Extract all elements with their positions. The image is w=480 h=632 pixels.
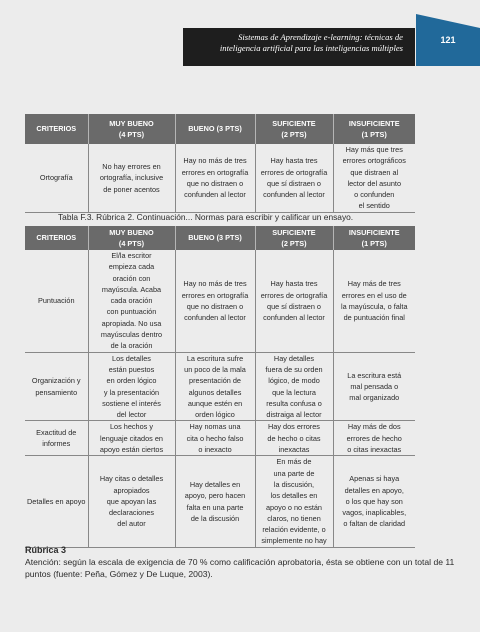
cell-bueno — [175, 352, 255, 421]
cell-line: informes — [42, 439, 71, 449]
cell-line: errores en el uso de — [341, 290, 407, 300]
col-header-criterios: CRITERIOS — [25, 226, 88, 250]
cell-line: que distraen al — [350, 167, 399, 177]
cell-criterio — [25, 421, 88, 456]
cell-line: Ortografía — [39, 173, 73, 183]
cell-line: de poner acentos — [103, 184, 160, 194]
cell-bueno — [175, 144, 255, 212]
header-line-1: Sistemas de Aprendizaje e-learning: técnicas de — [238, 32, 403, 42]
cell-line: La escritura sufre — [186, 353, 244, 363]
cell-line: que no distraen o — [186, 178, 244, 188]
cell-bueno — [175, 456, 255, 547]
cell-line: Hay más de tres — [347, 279, 401, 289]
cell-line: Los hechos y — [110, 422, 153, 432]
cell-line: aunque estén en — [187, 398, 243, 408]
cell-line: confunden al lector — [263, 313, 325, 323]
col-header-suficiente: SUFICIENTE (2 PTS) — [255, 226, 333, 250]
cell-line: No hay errores en — [102, 161, 161, 171]
cell-line: la mayúscula, o falta — [340, 301, 408, 311]
cell-criterio — [25, 144, 88, 212]
cell-line: vagos, inaplicables, — [342, 508, 407, 518]
cell-line: presentación de — [189, 376, 241, 386]
cell-bueno — [175, 250, 255, 352]
cell-line: y la presentación — [103, 387, 160, 397]
cell-suficiente — [255, 144, 333, 212]
cell-line: Hay hasta tres — [270, 156, 318, 166]
cell-line: de la discusión — [190, 513, 240, 523]
cell-criterio — [25, 456, 88, 547]
cell-line: relación evidente, o — [262, 525, 326, 535]
cell-line: falta en una parte — [186, 502, 244, 512]
cell-line: con puntuación — [106, 307, 157, 317]
cell-line: lenguaje citados en — [100, 433, 163, 443]
cell-line: cada oración — [110, 296, 153, 306]
cell-line: o los que hay son — [345, 496, 403, 506]
cell-criterio — [25, 352, 88, 421]
table-header-row — [25, 226, 415, 250]
cell-line: mal organizado — [349, 393, 400, 403]
cell-line: Hay citas o detalles — [99, 474, 164, 484]
cell-line: o inexacto — [198, 445, 232, 455]
cell-line: que la lectura — [272, 387, 316, 397]
col-header-bueno: BUENO (3 PTS) — [175, 114, 255, 144]
cell-line: errores de ortografía — [260, 290, 328, 300]
cell-line: mal pensada o — [350, 381, 399, 391]
cell-line: fuera de su orden — [265, 364, 323, 374]
cell-muy-bueno — [88, 352, 175, 421]
cell-line: de puntuación final — [343, 313, 405, 323]
cell-line: errores ortográficos — [342, 156, 406, 166]
table-row — [25, 456, 415, 547]
cell-line: Hay más de dos — [347, 422, 401, 432]
cell-line: algunos detalles — [188, 387, 242, 397]
cell-line: Organización y — [31, 376, 81, 386]
cell-line: errores en ortografía — [181, 167, 249, 177]
table-row — [25, 352, 415, 421]
cell-insuficiente — [333, 456, 415, 547]
cell-line: detalles en apoyo, — [344, 485, 404, 495]
table-row — [25, 144, 415, 212]
cell-line: mayúsculas dentro — [100, 330, 163, 340]
cell-line: o faltan de claridad — [343, 519, 406, 529]
cell-line: El/la escritor — [111, 251, 152, 260]
cell-line: Hay nomas una — [189, 422, 241, 432]
cell-line: en orden lógico — [106, 376, 157, 386]
col-header-suficiente: SUFICIENTE (2 PTS) — [255, 114, 333, 144]
cell-line: errores de hecho — [346, 433, 402, 443]
cell-line: errores de ortografía — [260, 167, 328, 177]
cell-line: oración con — [112, 273, 151, 283]
cell-line: inexactas — [278, 445, 310, 455]
cell-line: apoyo están ciertos — [99, 445, 164, 455]
col-header-criterios: CRITERIOS — [25, 114, 88, 144]
cell-insuficiente — [333, 144, 415, 212]
cell-line: empieza cada — [108, 262, 155, 272]
table-caption: Tabla F.3. Rúbrica 2. Continuación... Normas para escribir y calificar un ensayo. — [58, 212, 354, 222]
cell-line: Hay más que tres — [345, 145, 403, 154]
cell-suficiente — [255, 456, 333, 547]
cell-line: del lector — [116, 410, 147, 420]
page-number: 121 — [440, 35, 456, 45]
cell-muy-bueno — [88, 144, 175, 212]
cell-line: Detalles en apoyo — [27, 496, 86, 506]
cell-line: que sí distraen o — [267, 178, 321, 188]
table-row — [25, 421, 415, 456]
cell-line: apoyo o no están — [266, 502, 322, 512]
cell-line: declaraciones — [108, 508, 155, 518]
cell-line: sostiene el interés — [102, 398, 161, 408]
cell-line: de hecho o citas — [267, 433, 321, 443]
cell-line: La escritura está — [347, 370, 402, 380]
cell-line: orden lógico — [195, 410, 235, 420]
cell-muy-bueno — [88, 250, 175, 352]
cell-line: un poco de la mala — [184, 364, 246, 374]
cell-line: Hay hasta tres — [270, 279, 318, 289]
cell-line: errores en ortografía — [181, 290, 249, 300]
cell-line: están puestos — [108, 364, 155, 374]
cell-line: Hay dos errores — [268, 422, 320, 432]
cell-line: simplemente no hay — [261, 536, 327, 546]
cell-criterio — [25, 250, 88, 352]
cell-line: de la oración — [110, 341, 153, 351]
cell-line: confunden al lector — [263, 190, 325, 200]
note-title: Rúbrica 3 — [25, 545, 67, 555]
cell-line: En más de — [276, 457, 312, 467]
cell-muy-bueno — [88, 456, 175, 547]
cell-line: Apenas si haya — [349, 474, 400, 484]
cell-line: que no distraen o — [186, 301, 244, 311]
cell-line: lector del asunto — [347, 178, 402, 188]
cell-line: apropiada. No usa — [101, 318, 162, 328]
table-header-row — [25, 114, 415, 144]
cell-line: Hay detalles — [273, 353, 315, 363]
cell-line: o citas inexactas — [347, 445, 402, 455]
running-header — [183, 28, 415, 66]
cell-line: que apoyan las — [106, 496, 157, 506]
cell-insuficiente — [333, 352, 415, 421]
cell-line: pensamiento — [35, 387, 78, 397]
cell-line: resulta confusa o — [266, 398, 322, 408]
cell-line: Los detalles — [112, 353, 151, 363]
cell-line: lógico, de modo — [268, 376, 320, 386]
header-line-2: inteligencia artificial para las inteligencias múltiples — [219, 43, 403, 53]
col-header-bueno: BUENO (3 PTS) — [175, 226, 255, 250]
col-header-muy-bueno: MUY BUENO (4 PTS) — [88, 226, 175, 250]
cell-line: Hay detalles en — [189, 479, 241, 489]
cell-insuficiente — [333, 421, 415, 456]
cell-line: ortografía, inclusive — [99, 173, 164, 183]
cell-line: una parte de — [273, 468, 315, 478]
note-text: Atención: según la escala de exigencia de 70 % como calificación aprobatoria, ésta se obtiene con un total de 11 puntos (fuente: Peña, Gómez y De Luque, 2003). — [25, 557, 455, 579]
col-header-insuficiente: INSUFICIENTE (1 PTS) — [333, 226, 415, 250]
cell-suficiente — [255, 250, 333, 352]
table-row — [25, 250, 415, 352]
rubric-table-continuation — [25, 226, 415, 548]
cell-line: que sí distraen o — [267, 301, 321, 311]
cell-suficiente — [255, 421, 333, 456]
cell-insuficiente — [333, 250, 415, 352]
cell-line: Puntuación — [37, 296, 75, 306]
cell-line: claros, no tienen — [267, 513, 321, 523]
cell-line: la discusión, — [273, 479, 315, 489]
cell-line: el sentido — [358, 201, 390, 211]
cell-line: del autor — [117, 519, 146, 529]
col-header-muy-bueno: MUY BUENO (4 PTS) — [88, 114, 175, 144]
cell-line: o confunden — [354, 190, 395, 200]
cell-line: Hay no más de tres — [183, 279, 247, 289]
page-tab-corner — [416, 14, 480, 28]
col-header-insuficiente: INSUFICIENTE (1 PTS) — [333, 114, 415, 144]
rubric-table-ortografia — [25, 114, 415, 213]
cell-line: confunden al lector — [184, 190, 246, 200]
cell-bueno — [175, 421, 255, 456]
cell-line: los detalles en — [270, 491, 318, 501]
cell-suficiente — [255, 352, 333, 421]
cell-line: cita o hecho falso — [186, 433, 244, 443]
cell-line: Exactitud de — [36, 428, 77, 438]
cell-muy-bueno — [88, 421, 175, 456]
cell-line: confunden al lector — [184, 313, 246, 323]
cell-line: mayúscula. Acaba — [101, 284, 162, 294]
cell-line: apoyo, pero hacen — [184, 491, 246, 501]
cell-line: Hay no más de tres — [183, 156, 247, 166]
cell-line: distraiga al lector — [266, 410, 322, 420]
cell-line: apropiados — [113, 485, 150, 495]
